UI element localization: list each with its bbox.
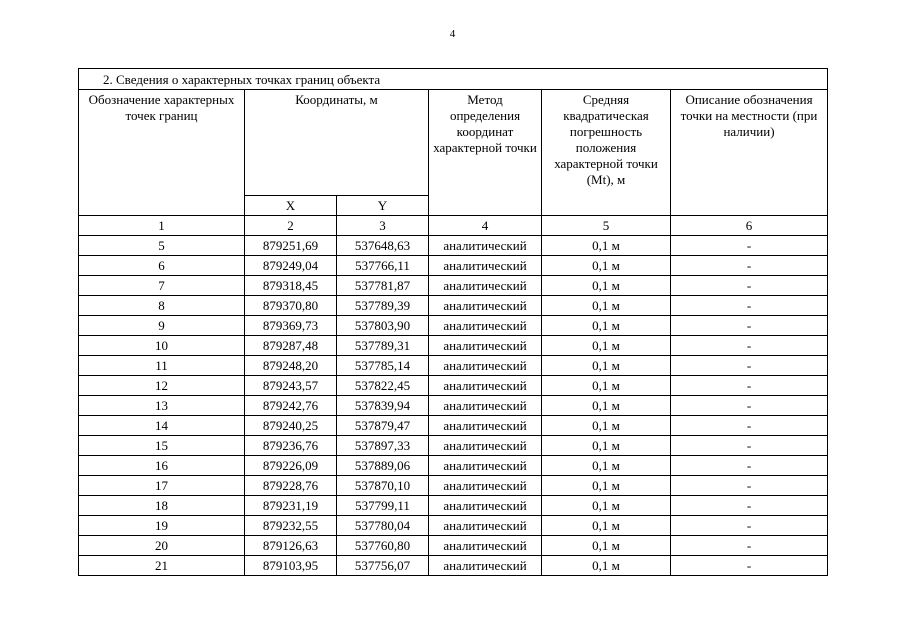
cell-y: 537803,90: [337, 316, 429, 336]
table-row: [79, 376, 828, 396]
table-row: [79, 256, 828, 276]
cell-description: -: [671, 336, 828, 356]
cell-method: аналитический: [429, 356, 542, 376]
cell-description: -: [671, 556, 828, 576]
header-row: [79, 90, 828, 196]
cell-point: 21: [79, 556, 245, 576]
cell-error: 0,1 м: [542, 376, 671, 396]
cell-description: -: [671, 276, 828, 296]
cell-error: 0,1 м: [542, 296, 671, 316]
cell-error: 0,1 м: [542, 416, 671, 436]
cell-y: 537760,80: [337, 536, 429, 556]
column-number: 4: [429, 216, 542, 236]
cell-point: 17: [79, 476, 245, 496]
column-number: 5: [542, 216, 671, 236]
table-row: [79, 536, 828, 556]
cell-x: 879249,04: [245, 256, 337, 276]
column-number: 6: [671, 216, 828, 236]
cell-x: 879240,25: [245, 416, 337, 436]
cell-description: -: [671, 536, 828, 556]
cell-description: -: [671, 516, 828, 536]
cell-method: аналитический: [429, 316, 542, 336]
table-row: [79, 316, 828, 336]
cell-error: 0,1 м: [542, 516, 671, 536]
cell-method: аналитический: [429, 516, 542, 536]
cell-x: 879232,55: [245, 516, 337, 536]
cell-method: аналитический: [429, 556, 542, 576]
cell-point: 14: [79, 416, 245, 436]
header-error: Средняя квадратическая погрешность положения характерной точки (Mt), м: [542, 90, 671, 216]
cell-y: 537785,14: [337, 356, 429, 376]
cell-error: 0,1 м: [542, 316, 671, 336]
cell-method: аналитический: [429, 276, 542, 296]
table-row: [79, 356, 828, 376]
cell-method: аналитический: [429, 436, 542, 456]
cell-x: 879369,73: [245, 316, 337, 336]
cell-x: 879318,45: [245, 276, 337, 296]
cell-point: 11: [79, 356, 245, 376]
cell-point: 7: [79, 276, 245, 296]
cell-description: -: [671, 476, 828, 496]
cell-method: аналитический: [429, 456, 542, 476]
table-row: [79, 416, 828, 436]
cell-x: 879248,20: [245, 356, 337, 376]
cell-y: 537766,11: [337, 256, 429, 276]
cell-error: 0,1 м: [542, 536, 671, 556]
cell-point: 10: [79, 336, 245, 356]
page-number: 4: [449, 28, 456, 40]
cell-y: 537870,10: [337, 476, 429, 496]
header-description: Описание обозначения точки на местности (при наличии): [671, 90, 828, 216]
cell-description: -: [671, 456, 828, 476]
cell-x: 879228,76: [245, 476, 337, 496]
table-row: [79, 436, 828, 456]
cell-x: 879103,95: [245, 556, 337, 576]
column-number: 3: [337, 216, 429, 236]
cell-y: 537822,45: [337, 376, 429, 396]
cell-point: 18: [79, 496, 245, 516]
header-coordinates: Координаты, м: [245, 90, 429, 196]
cell-error: 0,1 м: [542, 556, 671, 576]
cell-y: 537879,47: [337, 416, 429, 436]
section-title-row: [79, 69, 828, 90]
column-number: 2: [245, 216, 337, 236]
section-title: 2. Сведения о характерных точках границ объекта: [79, 69, 828, 90]
cell-error: 0,1 м: [542, 396, 671, 416]
cell-point: 8: [79, 296, 245, 316]
cell-method: аналитический: [429, 396, 542, 416]
cell-x: 879236,76: [245, 436, 337, 456]
table-row: [79, 496, 828, 516]
cell-method: аналитический: [429, 296, 542, 316]
cell-description: -: [671, 396, 828, 416]
cell-point: 13: [79, 396, 245, 416]
cell-x: 879287,48: [245, 336, 337, 356]
cell-x: 879251,69: [245, 236, 337, 256]
cell-description: -: [671, 356, 828, 376]
cell-y: 537839,94: [337, 396, 429, 416]
table-row: [79, 456, 828, 476]
boundary-points-table: [78, 68, 828, 576]
cell-error: 0,1 м: [542, 496, 671, 516]
cell-error: 0,1 м: [542, 476, 671, 496]
cell-method: аналитический: [429, 336, 542, 356]
cell-error: 0,1 м: [542, 456, 671, 476]
table-row: [79, 476, 828, 496]
cell-y: 537897,33: [337, 436, 429, 456]
cell-point: 15: [79, 436, 245, 456]
cell-y: 537648,63: [337, 236, 429, 256]
cell-error: 0,1 м: [542, 336, 671, 356]
table-row: [79, 516, 828, 536]
cell-error: 0,1 м: [542, 356, 671, 376]
cell-method: аналитический: [429, 416, 542, 436]
cell-y: 537789,31: [337, 336, 429, 356]
cell-x: 879242,76: [245, 396, 337, 416]
header-method: Метод определения координат характерной точки: [429, 90, 542, 216]
cell-point: 9: [79, 316, 245, 336]
cell-description: -: [671, 436, 828, 456]
cell-x: 879231,19: [245, 496, 337, 516]
cell-x: 879226,09: [245, 456, 337, 476]
table-row: [79, 276, 828, 296]
cell-error: 0,1 м: [542, 236, 671, 256]
cell-y: 537789,39: [337, 296, 429, 316]
cell-point: 12: [79, 376, 245, 396]
cell-method: аналитический: [429, 496, 542, 516]
cell-error: 0,1 м: [542, 256, 671, 276]
cell-description: -: [671, 236, 828, 256]
cell-description: -: [671, 316, 828, 336]
cell-point: 5: [79, 236, 245, 256]
table-row: [79, 336, 828, 356]
table-row: [79, 396, 828, 416]
cell-error: 0,1 м: [542, 436, 671, 456]
column-numbers-row: [79, 216, 828, 236]
table-row: [79, 556, 828, 576]
cell-method: аналитический: [429, 536, 542, 556]
cell-method: аналитический: [429, 376, 542, 396]
header-designation: Обозначение характерных точек границ: [79, 90, 245, 216]
header-x: X: [245, 196, 337, 216]
cell-y: 537781,87: [337, 276, 429, 296]
cell-point: 20: [79, 536, 245, 556]
cell-point: 16: [79, 456, 245, 476]
cell-point: 6: [79, 256, 245, 276]
cell-y: 537889,06: [337, 456, 429, 476]
cell-error: 0,1 м: [542, 276, 671, 296]
cell-description: -: [671, 376, 828, 396]
cell-point: 19: [79, 516, 245, 536]
cell-x: 879126,63: [245, 536, 337, 556]
cell-method: аналитический: [429, 236, 542, 256]
cell-x: 879243,57: [245, 376, 337, 396]
cell-y: 537756,07: [337, 556, 429, 576]
cell-method: аналитический: [429, 476, 542, 496]
cell-y: 537780,04: [337, 516, 429, 536]
cell-method: аналитический: [429, 256, 542, 276]
cell-description: -: [671, 256, 828, 276]
header-y: Y: [337, 196, 429, 216]
column-number: 1: [79, 216, 245, 236]
cell-x: 879370,80: [245, 296, 337, 316]
table-row: [79, 236, 828, 256]
cell-description: -: [671, 416, 828, 436]
table-row: [79, 296, 828, 316]
cell-y: 537799,11: [337, 496, 429, 516]
cell-description: -: [671, 296, 828, 316]
cell-description: -: [671, 496, 828, 516]
